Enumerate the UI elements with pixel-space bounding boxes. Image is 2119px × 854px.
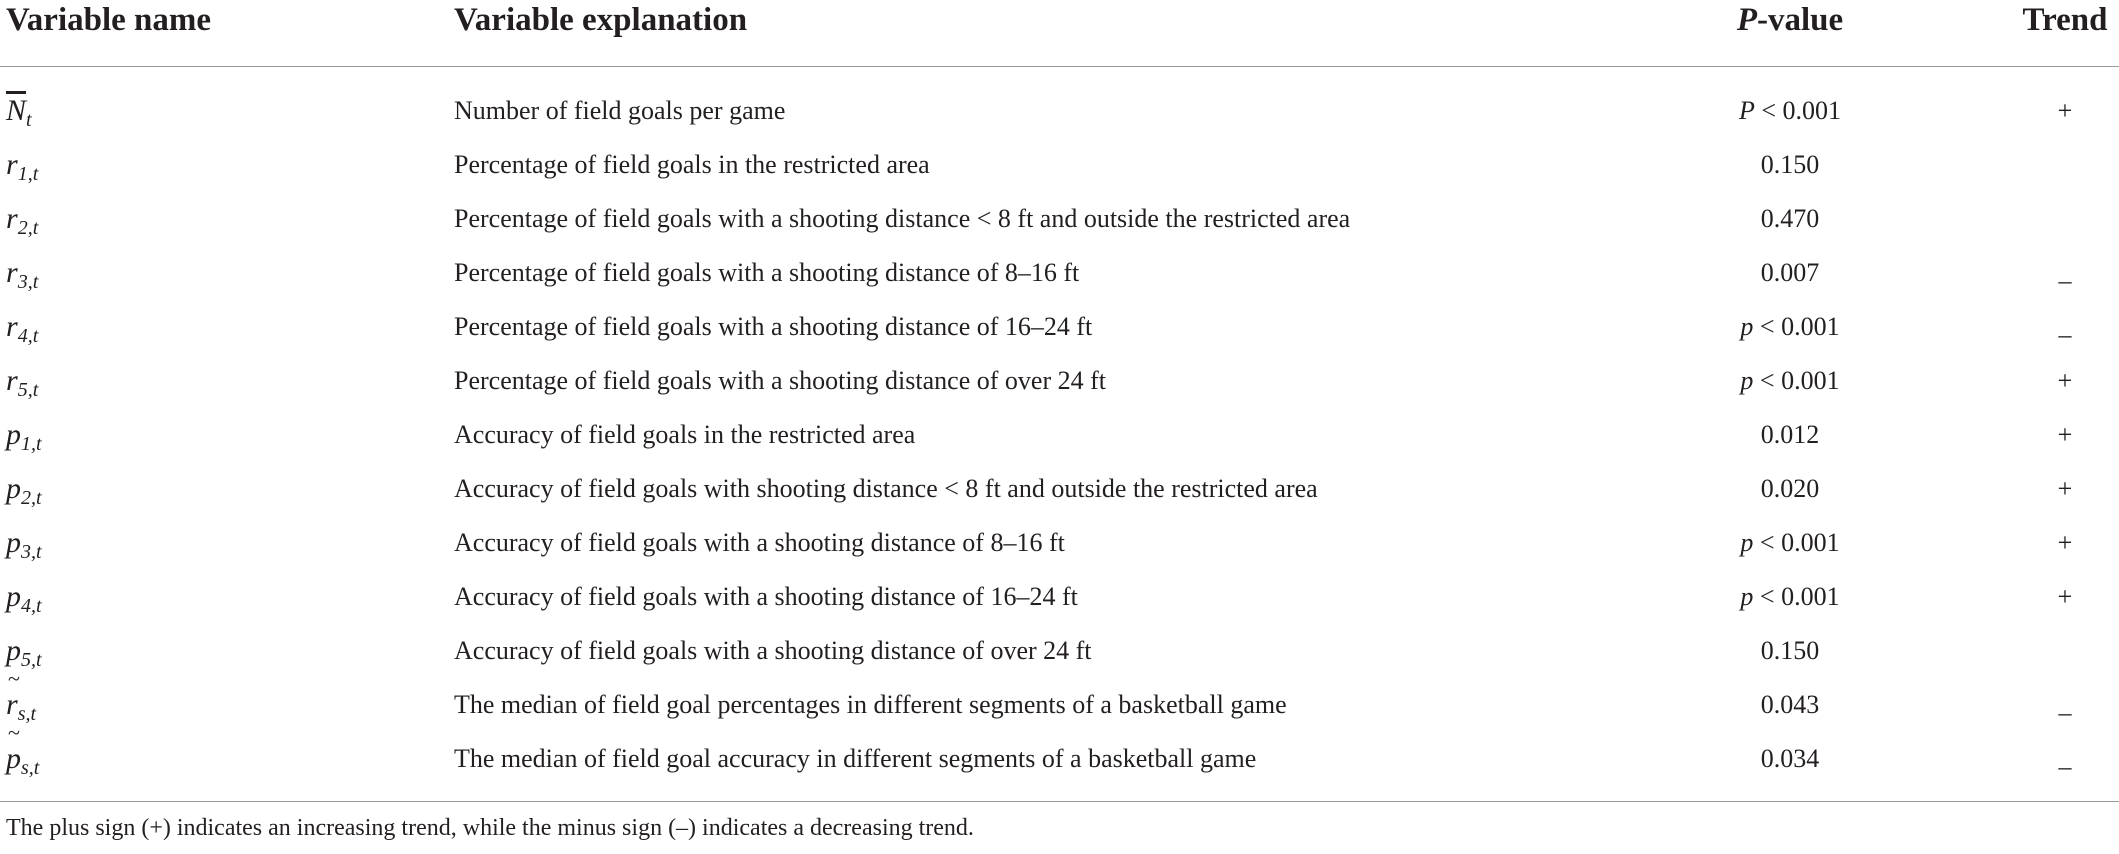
variable-subscript: t <box>26 109 32 131</box>
variable-explanation: Accuracy of field goals with shooting distance < 8 ft and outside the restricted area <box>454 474 1318 503</box>
trend-sign: + <box>2057 420 2073 449</box>
header-trend: Trend <box>2022 2 2108 38</box>
header-variable-explanation: Variable explanation <box>454 2 748 38</box>
header-p-value-suffix: -value <box>1757 2 1844 38</box>
variable-base: $\overline{N}$ <box>6 94 27 127</box>
p-value <box>1640 246 1940 300</box>
p-value <box>1640 138 1940 192</box>
table-row <box>0 570 2119 624</box>
table-row <box>0 732 2119 786</box>
p-value-symbol: p <box>1740 582 1754 611</box>
variable-base: r <box>6 364 18 397</box>
variable-base: p <box>6 634 21 667</box>
trend-sign: – <box>2058 752 2072 781</box>
table-header <box>0 0 2119 44</box>
variable-base: r <box>6 256 18 289</box>
variable-subscript: 2,t <box>21 487 42 509</box>
variable-symbol <box>6 732 39 795</box>
trend-sign: + <box>2057 582 2073 611</box>
variable-explanation: Percentage of field goals with a shooting distance of 16–24 ft <box>454 312 1093 341</box>
variable-explanation: Percentage of field goals with a shooting distance < 8 ft and outside the restricted area <box>454 204 1351 233</box>
p-value-symbol: P <box>1738 96 1755 125</box>
variable-explanation: The median of field goal accuracy in different segments of a basketball game <box>454 744 1257 773</box>
p-value-symbol: p <box>1740 528 1754 557</box>
p-value-number: 0.020 <box>1760 474 1820 503</box>
variable-explanation: Accuracy of field goals with a shooting distance of 16–24 ft <box>454 582 1078 611</box>
table-row <box>0 624 2119 678</box>
variable-explanation: The median of field goal percentages in different segments of a basketball game <box>454 690 1287 719</box>
variable-explanation: Number of field goals per game <box>454 96 786 125</box>
table-row <box>0 462 2119 516</box>
trend-sign: + <box>2057 528 2073 557</box>
table-row <box>0 246 2119 300</box>
p-value-number: < 0.001 <box>1753 582 1840 611</box>
p-value <box>1640 462 1940 516</box>
variable-subscript: s,t <box>17 703 37 725</box>
variable-base: ~ p <box>6 732 21 786</box>
variable-base: ~ r <box>6 678 18 732</box>
variable-subscript: 5,t <box>21 649 42 671</box>
variable-base: r <box>6 202 18 235</box>
header-variable-name: Variable name <box>6 2 212 38</box>
p-value-number: < 0.001 <box>1753 528 1840 557</box>
trend-sign: – <box>2058 320 2072 349</box>
p-value <box>1640 678 1940 732</box>
trend-sign: – <box>2058 698 2072 727</box>
variable-subscript: 1,t <box>17 163 39 185</box>
variable-base: p <box>6 418 21 451</box>
variable-subscript: 3,t <box>17 271 39 293</box>
p-value <box>1640 192 1940 246</box>
trend-sign: – <box>2058 266 2072 295</box>
variable-explanation: Percentage of field goals with a shooting distance of 8–16 ft <box>454 258 1080 287</box>
header-p-value-symbol: P <box>1736 2 1757 38</box>
p-value-symbol: p <box>1740 366 1754 395</box>
variable-subscript: 3,t <box>21 541 42 563</box>
trend-sign: + <box>2057 474 2073 503</box>
header-p-value <box>1640 0 1940 40</box>
variable-base: p <box>6 472 21 505</box>
p-value <box>1640 300 1940 354</box>
variable-subscript: 5,t <box>17 379 39 401</box>
p-value-number: < 0.001 <box>1753 312 1840 341</box>
p-value <box>1640 84 1940 138</box>
table-footnote: The plus sign (+) indicates an increasing trend, while the minus sign (–) indicates a decreasing trend. <box>6 815 974 841</box>
variable-base: r <box>6 310 18 343</box>
p-value <box>1640 732 1940 786</box>
p-value-number: 0.043 <box>1760 690 1820 719</box>
p-value-number: 0.007 <box>1760 258 1820 287</box>
variable-subscript: 2,t <box>17 217 39 239</box>
p-value <box>1640 624 1940 678</box>
p-value-number: < 0.001 <box>1753 366 1840 395</box>
variable-subscript: 4,t <box>21 595 42 617</box>
variable-subscript: s,t <box>21 757 40 779</box>
p-value-number: 0.012 <box>1760 420 1820 449</box>
table-row <box>0 192 2119 246</box>
variable-base: p <box>6 526 21 559</box>
p-value-symbol: p <box>1740 312 1754 341</box>
p-value-number: 0.034 <box>1760 744 1820 773</box>
variable-explanation: Accuracy of field goals with a shooting distance of 8–16 ft <box>454 528 1065 557</box>
p-value-number: < 0.001 <box>1754 96 1842 125</box>
p-value <box>1640 408 1940 462</box>
table-row <box>0 678 2119 732</box>
table-row <box>0 84 2119 138</box>
trend-sign: + <box>2057 366 2073 395</box>
variable-explanation: Percentage of field goals in the restricted area <box>454 150 930 179</box>
variable-explanation: Accuracy of field goals in the restricted area <box>454 420 916 449</box>
table-row <box>0 354 2119 408</box>
variable-explanation: Percentage of field goals with a shooting distance of over 24 ft <box>454 366 1106 395</box>
p-value-number: 0.150 <box>1760 636 1820 665</box>
table-row <box>0 516 2119 570</box>
variable-base: r <box>6 148 18 181</box>
p-value <box>1640 570 1940 624</box>
variable-explanation: Accuracy of field goals with a shooting distance of over 24 ft <box>454 636 1092 665</box>
variable-subscript: 1,t <box>21 433 42 455</box>
variable-base: p <box>6 580 21 613</box>
p-value-number: 0.470 <box>1760 204 1820 233</box>
p-value-number: 0.150 <box>1760 150 1820 179</box>
bottom-rule <box>0 801 2119 802</box>
table-row <box>0 138 2119 192</box>
table-row <box>0 408 2119 462</box>
trend-sign: + <box>2057 96 2073 125</box>
header-rule <box>0 66 2119 67</box>
p-value <box>1640 354 1940 408</box>
table-row <box>0 300 2119 354</box>
p-value <box>1640 516 1940 570</box>
variable-subscript: 4,t <box>17 325 39 347</box>
